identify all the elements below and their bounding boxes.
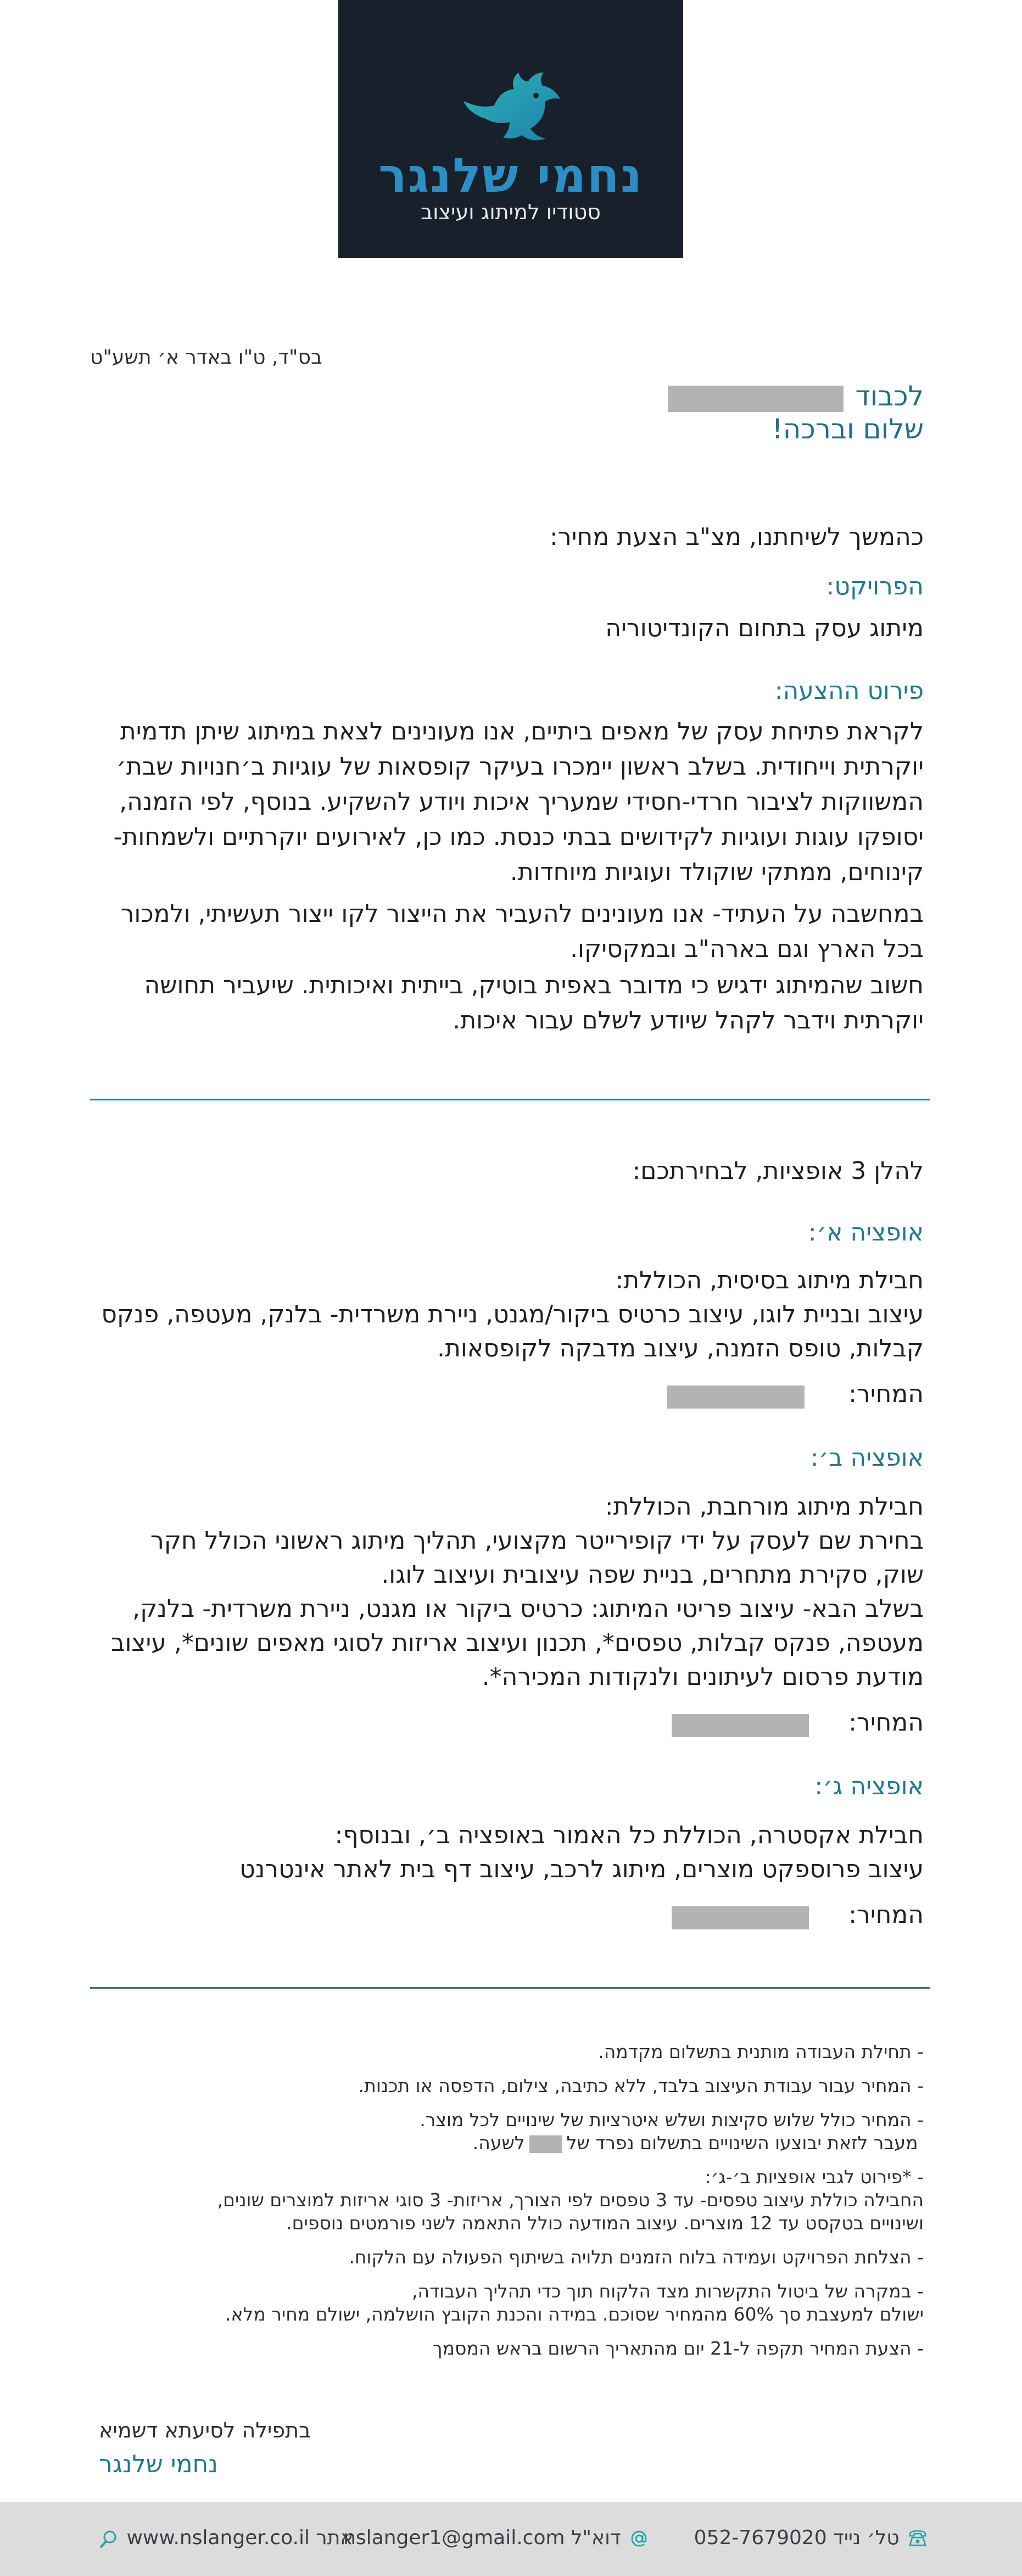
option-c-body <box>94 1818 924 1887</box>
intro-line: כהמשך לשיחתנו, מצ"ב הצעת מחיר: <box>549 523 924 551</box>
option-c-heading: אופציה ג׳: <box>814 1772 924 1800</box>
note-line: החבילה כוללת עיצוב טפסים- עד 3 טפסים לפי הצורך, אריזות- 3 סוגי אריזות למוצרים שונים, <box>217 2189 924 2211</box>
note-line <box>83 2132 924 2155</box>
letter-date: בס"ד, ט"ו באדר א׳ תשע"ט <box>90 346 322 369</box>
footer-bar <box>0 2502 1022 2576</box>
note-item <box>83 2280 924 2326</box>
note-line: - *פירוט לגבי אופציות ב׳-ג׳: <box>705 2166 924 2188</box>
note-text: לשעה. <box>472 2132 525 2154</box>
logo-block <box>338 0 683 258</box>
project-value: מיתוג עסק בתחום הקונדיטוריה <box>605 614 924 642</box>
divider <box>90 1987 930 1989</box>
options-intro: להלן 3 אופציות, לבחירתכם: <box>632 1157 924 1185</box>
paragraph-line: יוקרתית וייחודית. בשלב ראשון יימכרו בעיקר קופסאות של עוגיות ב׳חנויות שבת׳ <box>116 753 924 781</box>
details-paragraph-2 <box>94 897 924 967</box>
note-item <box>83 2040 924 2063</box>
option-line: עיצוב פרוספקט מוצרים, מיתוג לרכב, עיצוב דף בית לאתר אינטרנט <box>239 1855 924 1883</box>
redacted-price-a <box>667 1386 805 1409</box>
option-a-heading: אופציה א׳: <box>808 1219 924 1247</box>
option-a-price-label: המחיר: <box>848 1380 924 1408</box>
option-line: חבילת מיתוג בסיסית, הכוללת: <box>615 1266 924 1294</box>
note-line: ישולם למעצבת סך 60% מהמחיר שסוכם. במידה והכנת הקובץ הושלמה, ישולם מחיר מלא. <box>225 2304 924 2325</box>
addressee-label: לכבוד <box>855 380 924 412</box>
option-b-heading: אופציה ב׳: <box>810 1444 924 1472</box>
phone-icon <box>906 2527 930 2551</box>
option-b-body <box>94 1490 924 1694</box>
paragraph-line: במחשבה על העתיד- אנו מעונינים להעביר את הייצור לקו ייצור תעשיתי, ולמכור <box>120 900 924 928</box>
email-text: דוא"ל nslanger1@gmail.com <box>343 2527 621 2549</box>
option-line: בחירת שם לעסק על ידי קופירייטר מקצועי, תהליך מיתוג ראשוני הכולל חקר <box>150 1527 924 1555</box>
project-heading: הפרויקט: <box>826 572 924 600</box>
details-heading: פירוט ההצעה: <box>774 677 924 705</box>
paragraph-line: בכל הארץ וגם בארה"ב ובמקסיקו. <box>570 935 924 963</box>
paragraph-line: המשווקות לציבור חרדי-חסידי שמעריך איכות ויודע להשקיע. בנוסף, לפי הזמנה, <box>119 788 924 816</box>
details-paragraph-1 <box>94 714 924 890</box>
option-a-body <box>94 1264 924 1366</box>
option-line: חבילת אקסטרה, הכוללת כל האמור באופציה ב׳, ובנוסף: <box>334 1821 924 1849</box>
option-line: עיצוב ובניית לוגו, עיצוב כרטיס ביקור/מגנט, ניירת משרדית- בלנק, מעטפה, פנקס <box>101 1300 924 1328</box>
search-icon <box>96 2527 120 2551</box>
note-item <box>83 2108 924 2155</box>
redacted-price-c <box>672 1906 809 1929</box>
option-c-price-label: המחיר: <box>848 1901 924 1929</box>
option-line: חבילת מיתוג מורחבת, הכוללת: <box>605 1493 924 1521</box>
redacted-price-b <box>672 1714 809 1737</box>
at-icon <box>627 2527 651 2551</box>
option-line: שוק, סקירת מתחרים, בניית שפה עיצובית ועיצוב לוגו. <box>381 1561 924 1589</box>
note-line: - תחילת העבודה מותנית בתשלום מקדמה. <box>598 2041 924 2062</box>
brand-name: נחמי שלנגר <box>378 148 643 203</box>
redacted-addressee <box>668 386 844 412</box>
option-line: בשלב הבא- עיצוב פריטי המיתוג: כרטיס ביקור או מגנט, ניירת משרדית- בלנק, <box>132 1595 924 1623</box>
note-line: - הצעת המחיר תקפה ל-21 יום מהתאריך הרשום בראש המסמך <box>432 2338 924 2359</box>
option-line: מודעת פרסום לעיתונים ולנקודות המכירה*. <box>482 1663 924 1691</box>
website-text: אתר www.nslanger.co.il <box>126 2527 354 2549</box>
details-paragraph-3 <box>94 968 924 1038</box>
note-line: - הצלחת הפרויקט ועמידה בלוח הזמנים תלויה בשיתוף הפעולה עם הלקוח. <box>349 2246 924 2268</box>
greeting: שלום וברכה! <box>772 413 924 445</box>
note-text: מעבר לזאת יבוצעו השינויים בתשלום נפרד של <box>566 2132 918 2154</box>
paragraph-line: לקראת פתיחת עסק של מאפים ביתיים, אנו מעונינים לצאת במיתוג שיתן תדמית <box>120 717 924 745</box>
note-item <box>83 2337 924 2360</box>
paragraph-line: קינוחים, ממתקי שוקולד ועוגיות מיוחדות. <box>510 858 924 886</box>
paragraph-line: יסופקו עוגות ועוגיות לקידושים בבתי כנסת. כמו כן, לאירועים יוקרתיים ולשמחות- <box>113 823 924 851</box>
sign-off: בתפילה לסיעתא דשמיא <box>99 2418 311 2443</box>
footer-phone <box>694 2527 930 2551</box>
option-line: קבלות, טופס הזמנה, עיצוב מדבקה לקופסאות. <box>437 1334 924 1362</box>
paragraph-line: יוקרתית וידבר לקהל שיודע לשלם עבור איכות. <box>453 1006 924 1034</box>
option-line: מעטפה, פנקס קבלות, טפסים*, תכנון ועיצוב אריזות לסוגי מאפים שונים*, עיצוב <box>111 1629 924 1657</box>
brand-tagline: סטודיו למיתוג ועיצוב <box>421 200 601 224</box>
bird-logo-icon <box>463 65 560 146</box>
signature-name: נחמי שלנגר <box>99 2450 218 2478</box>
divider <box>90 1099 930 1100</box>
note-line: - המחיר כולל שלוש סקיצות ושלש איטרציות של שינויים לכל מוצר. <box>420 2109 924 2130</box>
note-item <box>83 2246 924 2269</box>
note-item <box>83 2074 924 2097</box>
note-line: - במקרה של ביטול התקשרות מצד הלקוח תוך כדי תהליך העבודה, <box>412 2280 924 2302</box>
note-line: - המחיר עבור עבודת העיצוב בלבד, ללא כתיבה, צילום, הדפסה או תכנות. <box>358 2075 924 2096</box>
option-b-price-label: המחיר: <box>848 1709 924 1737</box>
footer-website[interactable] <box>96 2527 353 2551</box>
footer-email[interactable] <box>343 2527 651 2551</box>
phone-text: טל׳ נייד 052-7679020 <box>694 2527 900 2549</box>
note-line: ושינויים בטקסט עד 12 מוצרים. עיצוב המודעה כולל התאמה לשני פורמטים נוספים. <box>286 2212 924 2234</box>
redacted-hourly-rate <box>529 2135 562 2153</box>
note-item <box>83 2166 924 2235</box>
paragraph-line: חשוב שהמיתוג ידגיש כי מדובר באפית בוטיק, בייתית ואיכותית. שיעביר תחושה <box>144 971 924 999</box>
terms-notes <box>83 2040 924 2371</box>
